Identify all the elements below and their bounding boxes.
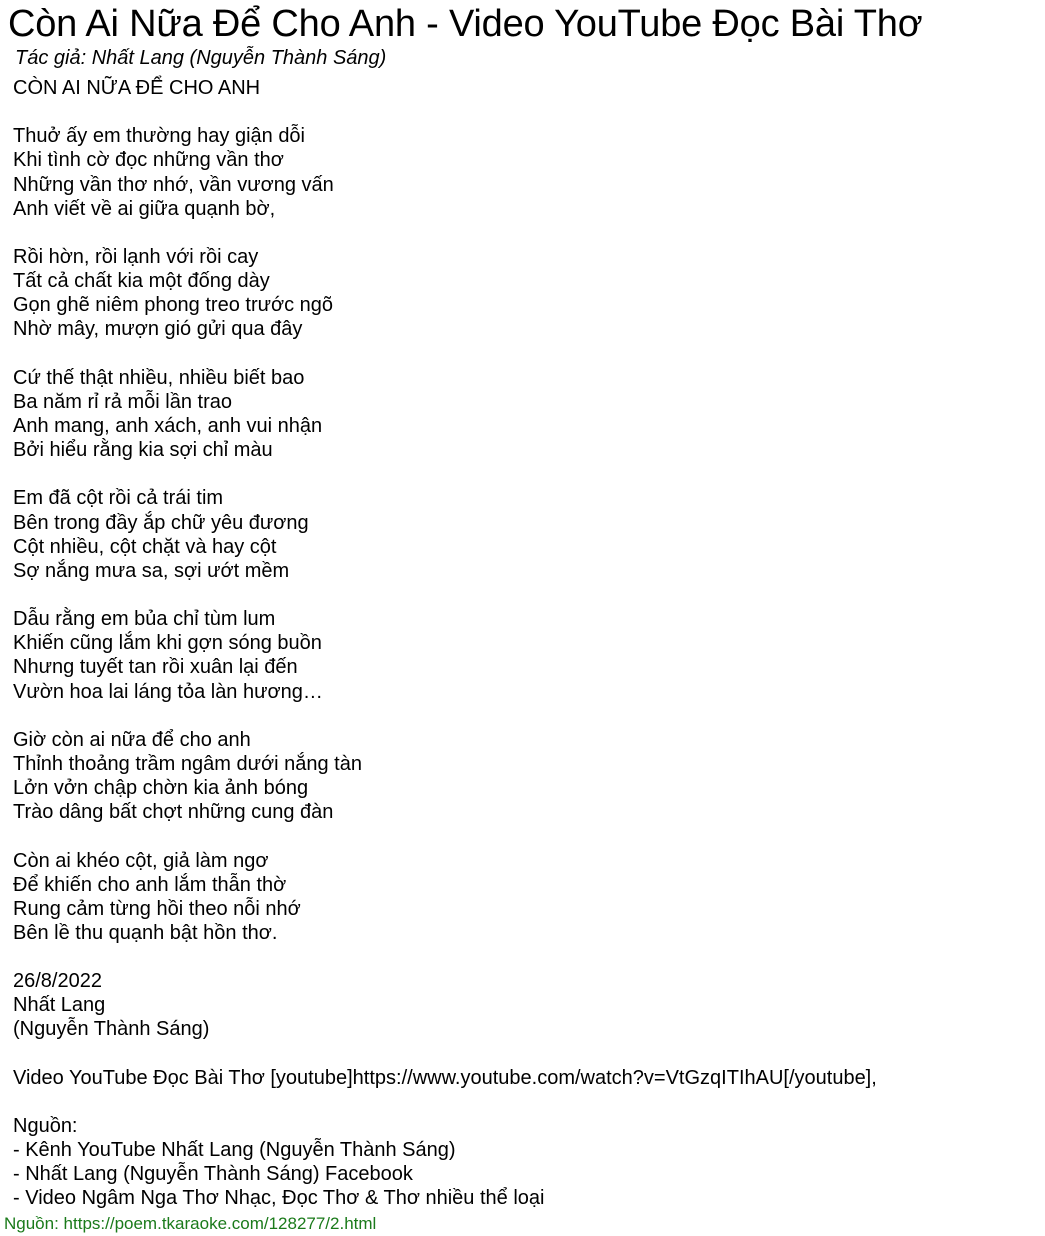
poem-line: Nhưng tuyết tan rồi xuân lại đến (13, 656, 298, 679)
blank-line (13, 462, 877, 486)
blank-line (13, 704, 877, 728)
poem-line: Bên trong đầy ắp chữ yêu đương (13, 511, 309, 534)
poem-line: Sợ nắng mưa sa, sợi ướt mềm (13, 559, 290, 582)
poem-line: Vườn hoa lai láng tỏa làn hương… (13, 680, 323, 703)
source-item: - Nhất Lang (Nguyễn Thành Sáng) Facebook (13, 1163, 413, 1186)
blank-line (13, 342, 877, 366)
author-line: Tác giả: Nhất Lang (Nguyễn Thành Sáng) (15, 47, 387, 69)
poem-line: Khi tình cờ đọc những vần thơ (13, 149, 284, 172)
poem-line: Nhờ mây, mượn gió gửi qua đây (13, 318, 303, 341)
poem-line: Cột nhiều, cột chặt và hay cột (13, 535, 277, 558)
source-item: - Video Ngâm Nga Thơ Nhạc, Đọc Thơ & Thơ nhiều thể loại (13, 1187, 545, 1210)
poem-line: Bởi hiểu rằng kia sợi chỉ màu (13, 439, 273, 462)
poem-line: Tất cả chất kia một đống dày (13, 270, 270, 293)
poem-line: Dẫu rằng em bủa chỉ tùm lum (13, 608, 276, 631)
poem-line: Trào dâng bất chợt những cung đàn (13, 801, 334, 824)
poem-line: Em đã cột rồi cả trái tim (13, 487, 224, 510)
poem-line: Những vần thơ nhớ, vần vương vấn (13, 173, 334, 196)
poem-line: Anh mang, anh xách, anh vui nhận (13, 414, 323, 437)
blank-line (13, 100, 877, 124)
source-item: - Kênh YouTube Nhất Lang (Nguyễn Thành Sáng) (13, 1139, 456, 1162)
poem-line: Rung cảm từng hồi theo nỗi nhớ (13, 897, 301, 920)
poem-line: Rồi hờn, rồi lạnh với rồi cay (13, 245, 259, 268)
blank-line (13, 583, 877, 607)
blank-line (13, 221, 877, 245)
poem-heading: CÒN AI NỮA ĐỂ CHO ANH (13, 77, 261, 99)
poem-line: Lởn vởn chập chờn kia ảnh bóng (13, 777, 309, 800)
page-title: Còn Ai Nữa Để Cho Anh - Video YouTube Đọc Bài Thơ (8, 3, 923, 45)
blank-line (13, 945, 877, 969)
poem-line: Gọn ghẽ niêm phong treo trước ngõ (13, 294, 334, 317)
poem-line: Khiến cũng lắm khi gợn sóng buồn (13, 632, 322, 655)
signature-name: Nhất Lang (13, 994, 106, 1017)
poem-line: Ba năm rỉ rả mỗi lần trao (13, 390, 232, 413)
blank-line (13, 824, 877, 848)
poem-line: Còn ai khéo cột, giả làm ngơ (13, 849, 269, 872)
sources-label: Nguồn: (13, 1115, 78, 1138)
poem-line: Thỉnh thoảng trầm ngâm dưới nắng tàn (13, 752, 362, 775)
video-line: Video YouTube Đọc Bài Thơ [youtube]https://www.youtube.com/watch?v=VtGzqITIhAU[/youtube], (13, 1066, 877, 1089)
poem-line: Cứ thế thật nhiều, nhiều biết bao (13, 366, 305, 389)
poem-date: 26/8/2022 (13, 970, 102, 993)
blank-line (13, 1090, 877, 1114)
poem-line: Thuở ấy em thường hay giận dỗi (13, 125, 306, 148)
poem-line: Anh viết về ai giữa quạnh bờ, (13, 197, 276, 220)
poem-line: Giờ còn ai nữa để cho anh (13, 728, 251, 751)
signature-fullname: (Nguyễn Thành Sáng) (13, 1018, 210, 1041)
source-url-link[interactable]: Nguồn: https://poem.tkaraoke.com/128277/2.html (4, 1214, 377, 1233)
poem-line: Để khiến cho anh lắm thẫn thờ (13, 873, 287, 896)
blank-line (13, 1042, 877, 1066)
poem-line: Bên lề thu quạnh bật hồn thơ. (13, 921, 278, 944)
poem-body (13, 76, 877, 1211)
